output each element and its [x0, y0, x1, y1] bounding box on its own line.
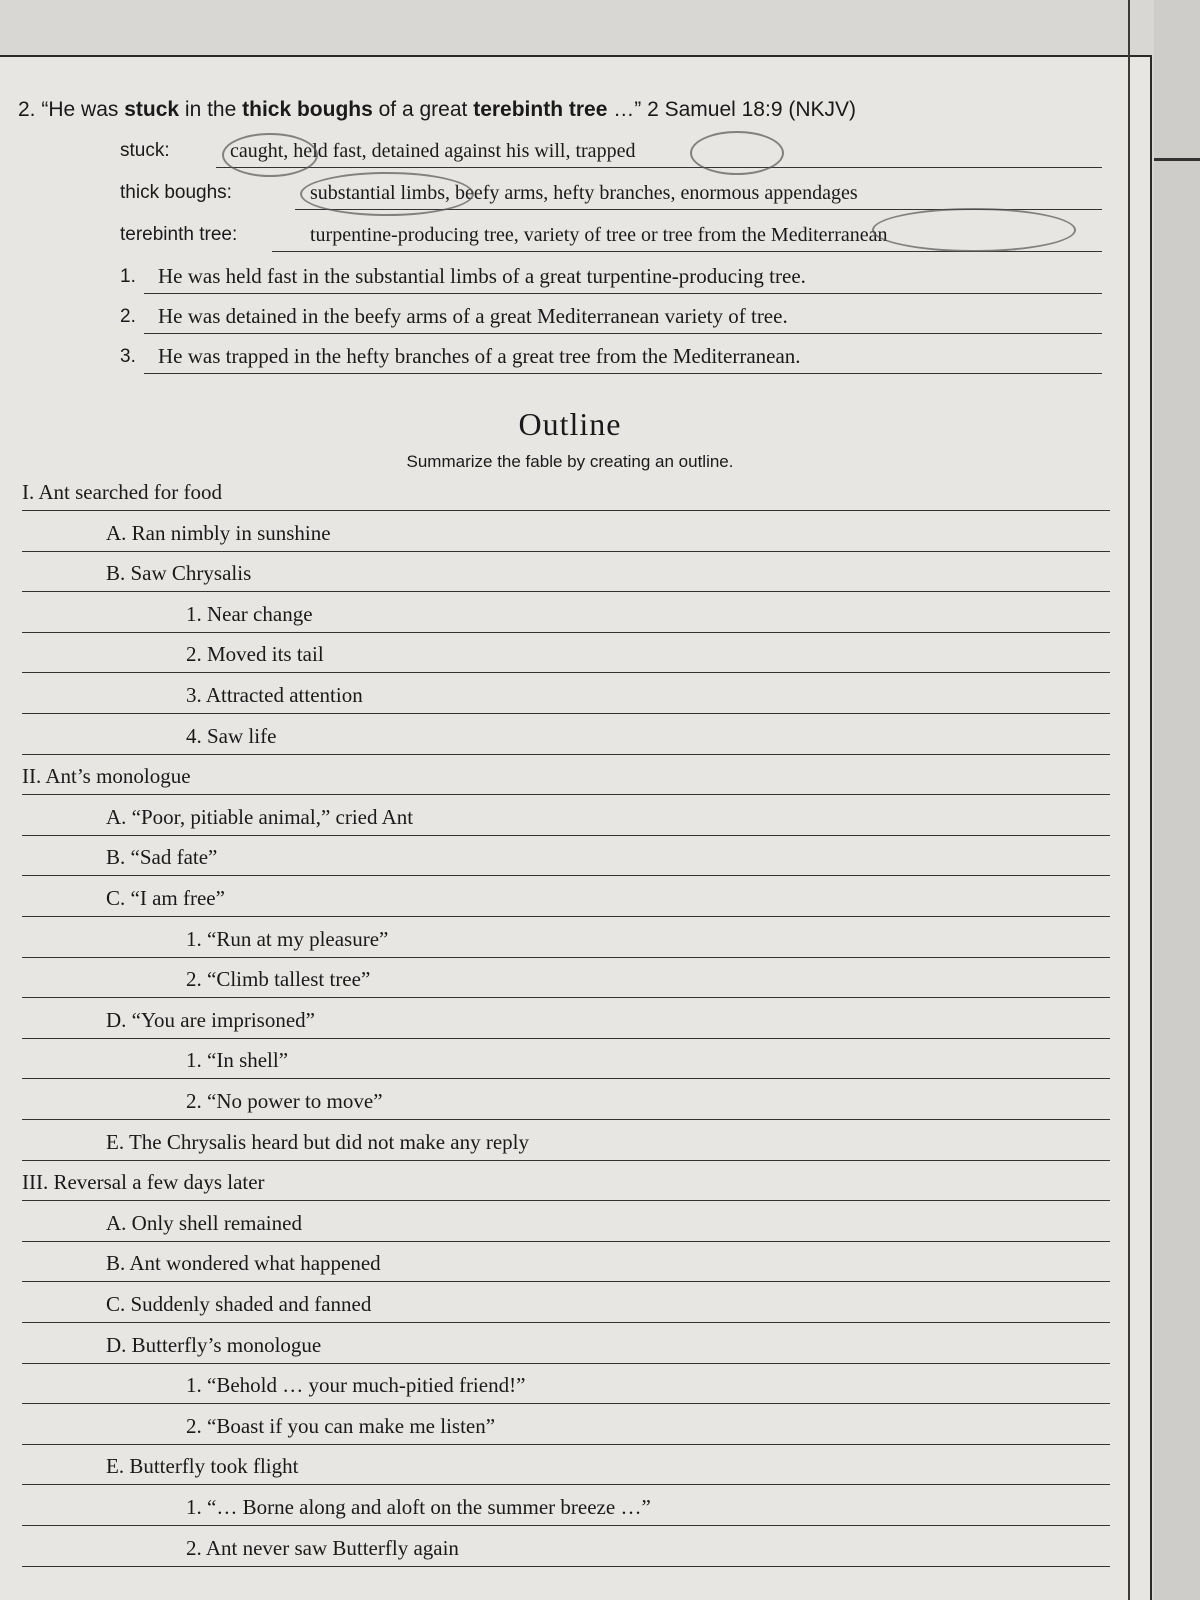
vocab-term-label: thick boughs: [120, 182, 232, 203]
outline-row [22, 1284, 1110, 1323]
outline-row [22, 1325, 1110, 1364]
pencil-circle-substantial [300, 172, 474, 216]
outline-row [22, 756, 1110, 795]
outline-item-text: A. Only shell remained [106, 1211, 302, 1235]
paraphrase-number: 1. [120, 266, 136, 287]
outline-item-text: 2. Ant never saw Butterfly again [186, 1536, 459, 1560]
paraphrase-number: 2. [120, 306, 136, 327]
outline-item-text: 1. “Run at my pleasure” [186, 927, 389, 951]
outline-heading: Outline [518, 406, 622, 442]
quote-part: stuck [124, 98, 180, 121]
paraphrase-text: He was held fast in the substantial limbs of a great turpentine-producing tree. [158, 264, 806, 288]
outline-row [22, 1243, 1110, 1282]
outline-item-text: 4. Saw life [186, 724, 277, 748]
outline-row [22, 513, 1110, 552]
outline-row [22, 1446, 1110, 1485]
pencil-circle-mediterranean [872, 208, 1076, 252]
outline-item-text: B. “Sad fate” [106, 845, 218, 869]
paraphrase-text: He was detained in the beefy arms of a great Mediterranean variety of tree. [158, 304, 788, 328]
outline-item-text: 3. Attracted attention [186, 683, 363, 707]
outline-row [22, 1365, 1110, 1404]
outline-item-text: 2. “No power to move” [186, 1089, 383, 1113]
paraphrase-text: He was trapped in the hefty branches of a great tree from the Mediterranean. [158, 344, 801, 368]
page-margin-line [1128, 0, 1130, 1600]
paraphrase-row [120, 340, 1102, 374]
background-edge [1154, 0, 1200, 1600]
outline-item-text: B. Saw Chrysalis [106, 561, 252, 585]
outline-item-text: 1. “… Borne along and aloft on the summer breeze …” [186, 1495, 651, 1519]
outline-row [22, 1487, 1110, 1526]
answer-line [144, 333, 1102, 334]
outline-row [22, 1406, 1110, 1445]
quote-part: “He was [41, 98, 125, 121]
outline-item-text: 1. “Behold … your much-pitied friend!” [186, 1373, 526, 1397]
outline-row [22, 959, 1110, 998]
outline-row [22, 472, 1110, 511]
outline-row [22, 1203, 1110, 1242]
outline-item-text: I. Ant searched for food [22, 480, 223, 504]
outline-row [22, 878, 1110, 917]
outline-item-text: D. “You are imprisoned” [106, 1008, 315, 1032]
outline-row [22, 716, 1110, 755]
quote-text [41, 98, 856, 121]
outline-item-text: E. Butterfly took flight [106, 1454, 299, 1478]
outline-row [22, 1122, 1110, 1161]
outline-item-text: III. Reversal a few days later [22, 1170, 265, 1194]
pencil-circle-caught [222, 133, 318, 177]
edge-rule [1154, 158, 1200, 161]
outline-item-text: C. “I am free” [106, 886, 225, 910]
outline-item-text: 1. “In shell” [186, 1048, 289, 1072]
answer-line [144, 373, 1102, 374]
vocab-term-answer: substantial limbs, beefy arms, hefty branches, enormous appendages [310, 182, 858, 204]
outline-row [22, 553, 1110, 592]
outline-item-text: C. Suddenly shaded and fanned [106, 1292, 372, 1316]
quote-part: terebinth tree [473, 98, 608, 121]
outline-item-text: E. The Chrysalis heard but did not make any reply [106, 1130, 530, 1154]
outline-row [22, 1000, 1110, 1039]
outline-item-text: 1. Near change [186, 602, 313, 626]
outline-row [22, 837, 1110, 876]
answer-line [144, 293, 1102, 294]
outline-item-text: II. Ant’s monologue [22, 764, 191, 788]
vocab-term-label: stuck: [120, 140, 170, 161]
vocab-term-answer: turpentine-producing tree, variety of tree or tree from the Mediterranean [310, 224, 888, 246]
outline-row [22, 1040, 1110, 1079]
outline-item-text: D. Butterfly’s monologue [106, 1333, 322, 1357]
pencil-circle-trapped [690, 131, 784, 175]
outline-row [22, 1528, 1110, 1567]
vocab-term-row [120, 176, 1102, 210]
quote-part: of a great [372, 98, 474, 121]
outline-item-text: 2. Moved its tail [186, 642, 324, 666]
quote-part: in the [179, 98, 243, 121]
outline-item-text: 2. “Boast if you can make me listen” [186, 1414, 496, 1438]
paraphrase-row [120, 300, 1102, 334]
quote-part: …” 2 Samuel 18:9 (NKJV) [607, 98, 856, 121]
quote-part: thick boughs [242, 98, 373, 121]
paraphrase-number: 3. [120, 346, 136, 367]
outline-row [22, 634, 1110, 673]
outline-instruction: Summarize the fable by creating an outline. [406, 452, 734, 471]
vocab-term-answer: caught, held fast, detained against his will, trapped [230, 140, 636, 162]
outline-row [22, 919, 1110, 958]
outline-item-text: A. “Poor, pitiable animal,” cried Ant [106, 805, 414, 829]
outline-row [22, 1162, 1110, 1201]
outline-item-text: B. Ant wondered what happened [106, 1251, 381, 1275]
outline-row [22, 675, 1110, 714]
outline-item-text: A. Ran nimbly in sunshine [106, 521, 331, 545]
question-number: 2. [18, 98, 36, 121]
outline-row [22, 797, 1110, 836]
question-quote [18, 98, 856, 122]
outline-row [22, 1081, 1110, 1120]
outline-item-text: 2. “Climb tallest tree” [186, 967, 371, 991]
vocab-term-label: terebinth tree: [120, 224, 238, 245]
paraphrase-row [120, 260, 1102, 294]
outline-row [22, 594, 1110, 633]
